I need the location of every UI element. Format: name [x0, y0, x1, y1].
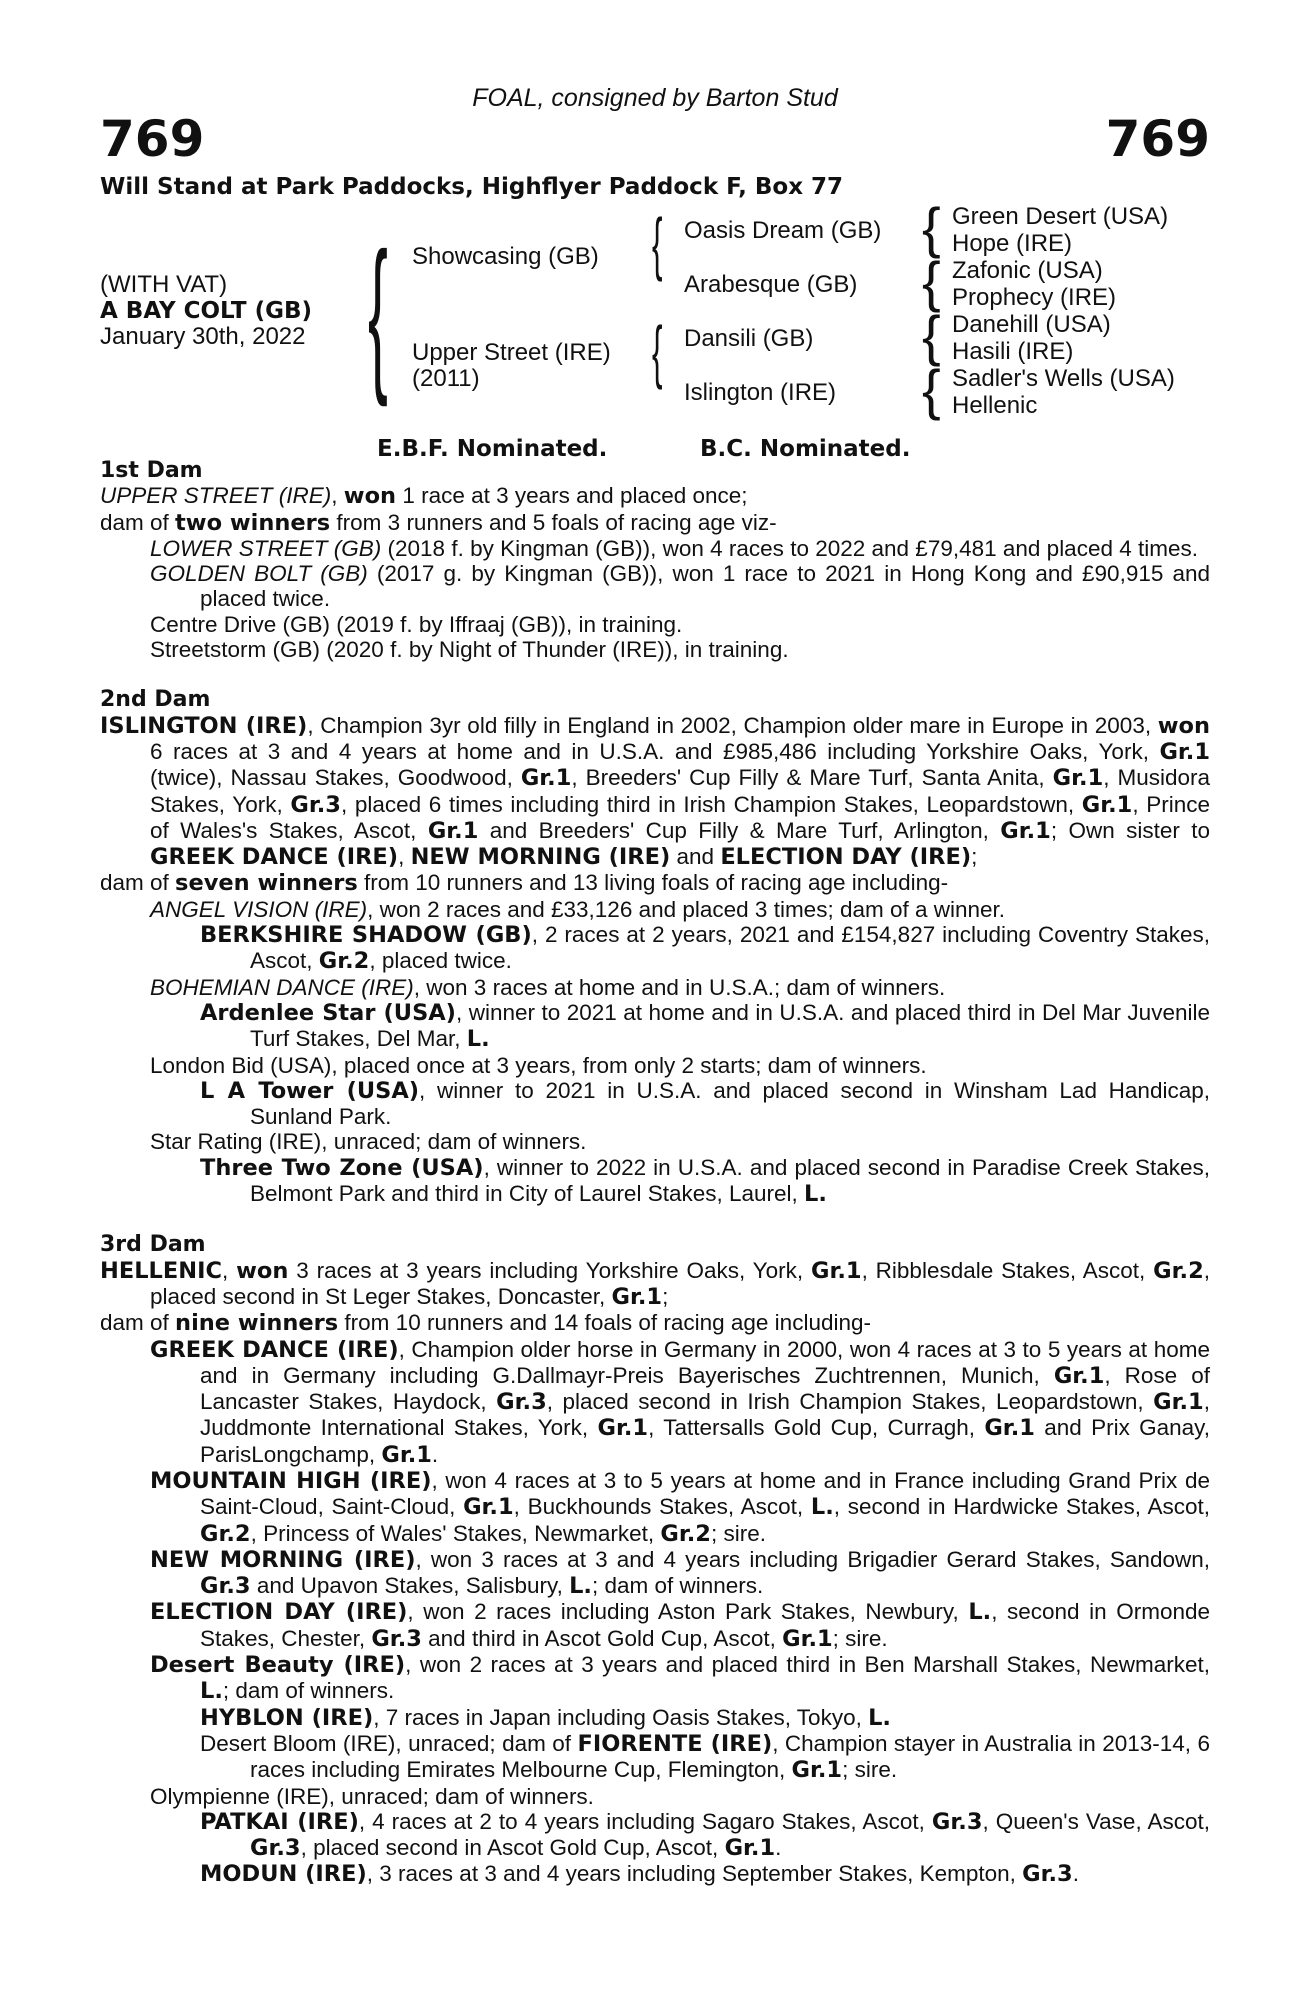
offspring-entry: ANGEL VISION (IRE), won 2 races and £33,126 and placed 3 times; dam of a winner. [150, 896, 1006, 922]
brace-gg-3: { [922, 304, 941, 367]
offspring-entry: L A Tower (USA), winner to 2021 in U.S.A. and placed second in Winsham Lad Handicap, Sunland Park. [200, 1077, 1210, 1130]
offspring-entry: Streetstorm (GB) (2020 f. by Night of Thunder (IRE)), in training. [150, 637, 789, 663]
consignment-line: FOAL, consigned by Barton Stud [472, 84, 838, 112]
offspring-entry: Ardenlee Star (USA), winner to 2021 at home and in U.S.A. and placed third in Del Mar Juvenile Turf Stakes, Del Mar, L. [200, 999, 1210, 1053]
catalogue-page [100, 0, 1210, 2000]
gg-name: Zafonic (USA) [952, 257, 1103, 284]
first-dam-produce-summary: dam of two winners from 3 runners and 5 foals of racing age viz- [100, 509, 777, 536]
brace-sire: { [652, 204, 663, 282]
lot-number-right: 769 [1105, 110, 1210, 168]
brace-main: { [368, 218, 388, 408]
second-dam-produce-summary: dam of seven winners from 10 runners and 13 living foals of racing age including- [100, 870, 949, 897]
brace-gg-2: { [922, 250, 941, 313]
first-dam-heading: 1st Dam [100, 458, 203, 483]
offspring-entry: PATKAI (IRE), 4 races at 2 to 4 years including Sagaro Stakes, Ascot, Gr.3, Queen's Vase, Ascot, Gr.3, placed second in Ascot Gold Cup, Ascot, Gr.1. [200, 1808, 1210, 1862]
family-record [100, 458, 1210, 1888]
second-dam-heading: 2nd Dam [100, 687, 211, 713]
offspring-entry: Desert Bloom (IRE), unraced; dam of FIORENTE (IRE), Champion stayer in Australia in 2013-14, 6 races including Emirates Melbourne Cup, Flemington, Gr.1; sire. [200, 1730, 1210, 1784]
gg-name: Hellenic [952, 392, 1038, 419]
second-dam-record: ISLINGTON (IRE), Champion 3yr old filly in England in 2002, Champion older mare in Europe in 2003, won 6 races at 3 and 4 years at home and in U.S.A. and £985,486 including Yorkshire Oaks, York, Gr.1 (twice), Nassau Stakes, Goodwood, Gr.1, Breeders' Cup Filly & Mare Turf, Santa Anita, Gr.1, Musidora Stakes, York, Gr.3, placed 6 times including third in Irish Champion Stakes, Leopardstown, Gr.1, Prince of Wales's Stakes, Ascot, Gr.1 and Breeders' Cup Filly & Mare Turf, Arlington, Gr.1; Own sister to GREEK DANCE (IRE), NEW MORNING (IRE) and ELECTION DAY (IRE); [100, 712, 1211, 871]
offspring-entry: NEW MORNING (IRE), won 3 races at 3 and 4 years including Brigadier Gerard Stakes, Sandown, Gr.3 and Upavon Stakes, Salisbury, L.; dam of winners. [150, 1546, 1210, 1600]
foaling-date: January 30th, 2022 [100, 323, 306, 350]
brace-gg-4: { [922, 358, 941, 421]
gg-name: Hasili (IRE) [952, 338, 1074, 365]
offspring-entry: ELECTION DAY (IRE), won 2 races including Aston Park Stakes, Newbury, L., second in Ormonde Stakes, Chester, Gr.3 and third in Ascot Gold Cup, Ascot, Gr.1; sire. [150, 1599, 1210, 1652]
bc-nominated: B.C. Nominated. [700, 436, 911, 462]
offspring-entry: MOUNTAIN HIGH (IRE), won 4 races at 3 to 5 years at home and in France including Grand Prix de Saint-Cloud, Saint-Cloud, Gr.1, Buckhounds Stakes, Ascot, L., second in Hardwicke Stakes, Ascot, Gr.2, Princess of Wales' Stakes, Newmarket, Gr.2; sire. [150, 1467, 1211, 1547]
horse-name: A BAY COLT (GB) [100, 298, 313, 324]
dam-year: (2011) [412, 365, 480, 392]
offspring-entry: BOHEMIAN DANCE (IRE), won 3 races at home and in U.S.A.; dam of winners. [150, 974, 946, 1000]
offspring-entry: London Bid (USA), placed once at 3 years, from only 2 starts; dam of winners. [150, 1052, 927, 1078]
brace-dam: { [652, 312, 663, 390]
ebf-nominated: E.B.F. Nominated. [377, 436, 608, 462]
sire-dam-name: Arabesque (GB) [684, 271, 858, 298]
offspring-entry: Olympienne (IRE), unraced; dam of winners. [150, 1783, 594, 1809]
first-dam-record: UPPER STREET (IRE), won 1 race at 3 years and placed once; [100, 483, 748, 510]
offspring-entry: GREEK DANCE (IRE), Champion older horse in Germany in 2000, won 4 races at 3 to 5 years at home and in Germany including G.Dallmayr-Preis Bayerisches Zuchtrennen, Munich, Gr.1, Rose of Lancaster Stakes, Haydock, Gr.3, placed second in Irish Champion Stakes, Leopardstown, Gr.1, Juddmonte International Stakes, York, Gr.1, Tattersalls Gold Cup, Curragh, Gr.1 and Prix Ganay, ParisLongchamp, Gr.1. [150, 1336, 1211, 1468]
offspring-entry: GOLDEN BOLT (GB) (2017 g. by Kingman (GB)), won 1 race to 2021 in Hong Kong and £90,915 and placed twice. [150, 561, 1210, 612]
offspring-entry: Star Rating (IRE), unraced; dam of winners. [150, 1129, 587, 1155]
dam-sire-name: Dansili (GB) [684, 325, 814, 352]
stand-location: Will Stand at Park Paddocks, Highflyer Paddock F, Box 77 [100, 174, 844, 200]
offspring-entry: Three Two Zone (USA), winner to 2022 in U.S.A. and placed second in Paradise Creek Stakes, Belmont Park and third in City of Laurel Stakes, Laurel, L. [200, 1154, 1210, 1208]
offspring-entry: Centre Drive (GB) (2019 f. by Iffraaj (GB)), in training. [150, 611, 683, 637]
gg-name: Prophecy (IRE) [952, 284, 1117, 311]
brace-gg-1: { [922, 196, 941, 259]
sire-name: Showcasing (GB) [412, 243, 599, 270]
dam-dam-name: Islington (IRE) [684, 379, 837, 406]
third-dam-heading: 3rd Dam [100, 1232, 206, 1258]
gg-name: Hope (IRE) [952, 230, 1073, 257]
offspring-entry: HYBLON (IRE), 7 races in Japan including Oasis Stakes, Tokyo, L. [200, 1704, 891, 1731]
sire-sire-name: Oasis Dream (GB) [684, 217, 882, 244]
offspring-entry: BERKSHIRE SHADOW (GB), 2 races at 2 years, 2021 and £154,827 including Coventry Stakes, Ascot, Gr.2, placed twice. [200, 922, 1210, 975]
lot-number-left: 769 [100, 110, 205, 168]
gg-name: Danehill (USA) [952, 311, 1111, 338]
offspring-entry: Desert Beauty (IRE), won 2 races at 3 years and placed third in Ben Marshall Stakes, Newmarket, L.; dam of winners. [150, 1652, 1210, 1705]
offspring-entry: LOWER STREET (GB) (2018 f. by Kingman (GB)), won 4 races to 2022 and £79,481 and placed 4 times. [150, 535, 1199, 561]
gg-name: Green Desert (USA) [952, 203, 1169, 230]
third-dam-record: HELLENIC, won 3 races at 3 years including Yorkshire Oaks, York, Gr.1, Ribblesdale Stakes, Ascot, Gr.2, placed second in St Leger Stakes, Doncaster, Gr.1; [100, 1257, 1210, 1310]
offspring-entry: MODUN (IRE), 3 races at 3 and 4 years including September Stakes, Kempton, Gr.3. [200, 1861, 1079, 1888]
third-dam-produce-summary: dam of nine winners from 10 runners and 14 foals of racing age including- [100, 1310, 871, 1337]
vat-note: (WITH VAT) [100, 271, 228, 298]
gg-name: Sadler's Wells (USA) [952, 365, 1175, 392]
dam-name: Upper Street (IRE) [412, 339, 611, 366]
